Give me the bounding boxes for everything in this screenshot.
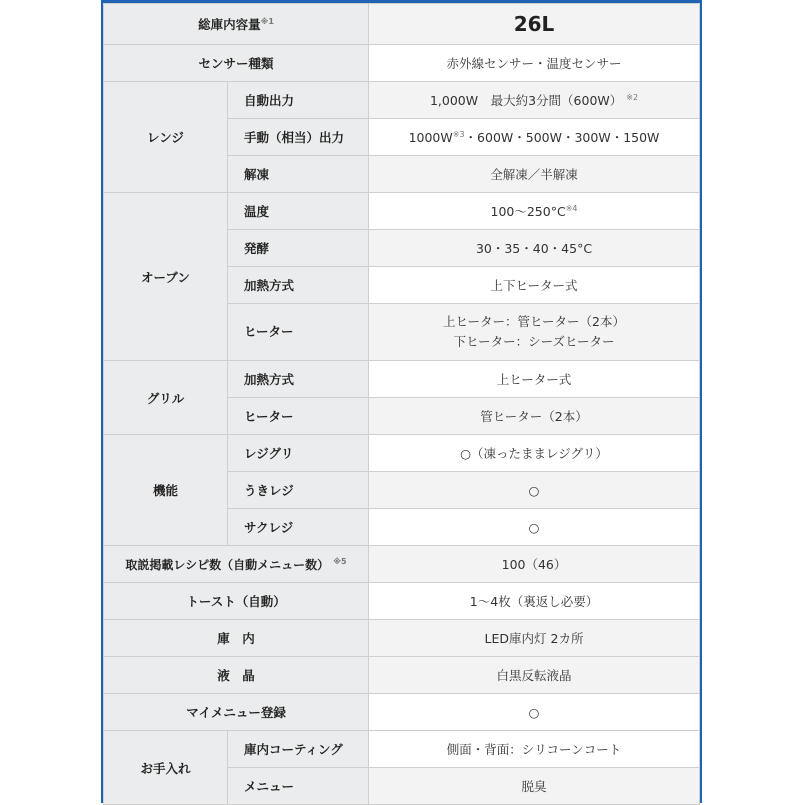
row-label: マイメニュー登録	[104, 694, 369, 731]
row-label: メニュー	[228, 768, 369, 805]
table-row	[104, 193, 700, 230]
row-value: 側面・背面：シリコーンコート	[369, 731, 700, 768]
row-label: サクレジ	[228, 509, 369, 546]
table-row	[104, 4, 700, 45]
row-value: 100（46）	[369, 546, 700, 583]
label-text: 取説掲載レシピ数（自動メニュー数）	[125, 557, 330, 572]
footnote: ※4	[565, 203, 578, 213]
row-value: LED庫内灯 2カ所	[369, 620, 700, 657]
row-label	[104, 546, 369, 583]
row-label: 庫 内	[104, 620, 369, 657]
row-value: 管ヒーター（2本）	[369, 398, 700, 435]
row-value: ○（凍ったままレジグリ）	[369, 435, 700, 472]
table-row	[104, 361, 700, 398]
row-label: ヒーター	[228, 304, 369, 361]
table-row	[104, 82, 700, 119]
row-value: 赤外線センサー・温度センサー	[369, 45, 700, 82]
value-line: 上ヒーター：管ヒーター（2本）	[443, 314, 625, 329]
table-row	[104, 45, 700, 82]
row-label: ヒーター	[228, 398, 369, 435]
row-value: 全解凍／半解凍	[369, 156, 700, 193]
row-label: 解凍	[228, 156, 369, 193]
table-row	[104, 546, 700, 583]
spec-table-frame	[101, 0, 702, 803]
row-label: 加熱方式	[228, 361, 369, 398]
table-row	[104, 731, 700, 768]
group-label: お手入れ	[104, 731, 228, 805]
value-text: 1000W	[408, 130, 453, 145]
row-label: 液 晶	[104, 657, 369, 694]
footnote: ※3	[452, 129, 465, 139]
footnote: ※1	[260, 16, 274, 26]
row-label: 加熱方式	[228, 267, 369, 304]
row-label: うきレジ	[228, 472, 369, 509]
row-value	[369, 119, 700, 156]
group-label: 機能	[104, 435, 228, 546]
footnote: ※5	[333, 556, 347, 566]
footnote: ※2	[626, 92, 639, 102]
row-value: ○	[369, 694, 700, 731]
value-text: 100～250°C	[490, 204, 566, 219]
row-label: トースト（自動）	[104, 583, 369, 620]
row-value: 上ヒーター式	[369, 361, 700, 398]
row-value: ○	[369, 472, 700, 509]
row-value	[369, 304, 700, 361]
table-row	[104, 694, 700, 731]
group-label: オーブン	[104, 193, 228, 361]
row-value	[369, 82, 700, 119]
row-value: 白黒反転液晶	[369, 657, 700, 694]
row-label: 発酵	[228, 230, 369, 267]
spec-table	[103, 3, 700, 805]
value-text: 1,000W 最大約3分間（600W）	[429, 93, 623, 108]
row-label: 手動（相当）出力	[228, 119, 369, 156]
row-value: 上下ヒーター式	[369, 267, 700, 304]
table-row	[104, 620, 700, 657]
group-label: グリル	[104, 361, 228, 435]
row-label: 総庫内容量	[198, 17, 261, 32]
row-label: 自動出力	[228, 82, 369, 119]
table-row	[104, 583, 700, 620]
row-value: 30・35・40・45°C	[369, 230, 700, 267]
row-label: センサー種類	[104, 45, 369, 82]
table-row	[104, 657, 700, 694]
row-value: 1～4枚（裏返し必要）	[369, 583, 700, 620]
value-line: 下ヒーター：シーズヒーター	[453, 334, 615, 349]
row-value: 26L	[369, 4, 700, 45]
row-value: 脱臭	[369, 768, 700, 805]
group-label: レンジ	[104, 82, 228, 193]
row-value	[369, 193, 700, 230]
table-row	[104, 435, 700, 472]
row-label: 温度	[228, 193, 369, 230]
value-text: ・600W・500W・300W・150W	[464, 130, 660, 145]
row-value: ○	[369, 509, 700, 546]
row-label: レジグリ	[228, 435, 369, 472]
row-label: 庫内コーティング	[228, 731, 369, 768]
